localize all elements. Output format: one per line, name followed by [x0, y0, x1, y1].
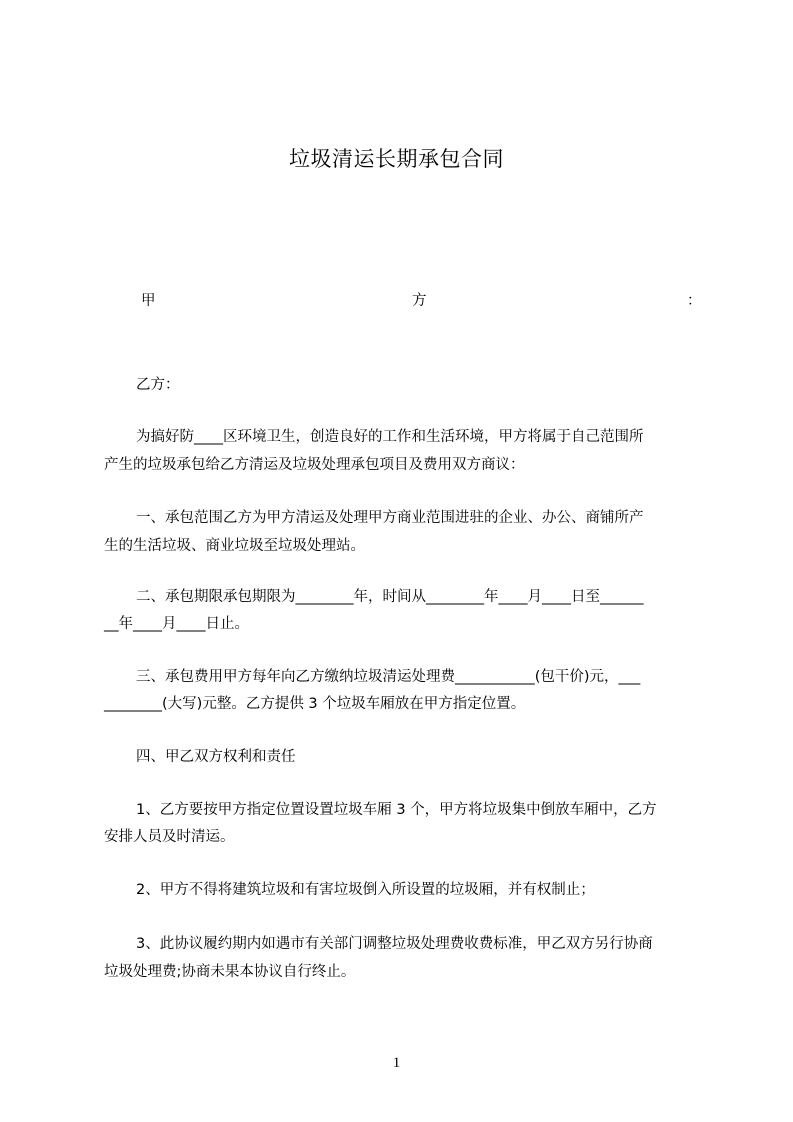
party-b-line: 乙方： — [136, 377, 180, 393]
clause-3-line-2: ________(大写)元整。乙方提供 3 个垃圾车厢放在甲方指定位置。 — [104, 696, 526, 712]
party-a-char-2: 方 — [412, 293, 427, 309]
item-2-line: 2、甲方不得将建筑垃圾和有害垃圾倒入所设置的垃圾厢，并有权制止； — [136, 882, 595, 898]
clause-3-line-1: 三、承包费用甲方每年向乙方缴纳垃圾清运处理费___________(包干价)元，___ — [136, 669, 641, 685]
party-a-colon: ： — [687, 293, 702, 309]
clause-1-line-1: 一、承包范围乙方为甲方清运及处理甲方商业范围进驻的企业、办公、商铺所产 — [136, 510, 644, 526]
clause-2-line-2: __年____月____日止。 — [104, 616, 249, 632]
preamble-line-2: 产生的垃圾承包给乙方清运及垃圾处理承包项目及费用双方商议： — [104, 457, 525, 473]
clause-2-line-1: 二、承包期限承包期限为________年，时间从________年____月____日至______ — [136, 589, 644, 605]
item-1-line-2: 安排人员及时清运。 — [104, 829, 235, 845]
preamble-line-1: 为搞好防____区环境卫生，创造良好的工作和生活环境，甲方将属于自己范围所 — [136, 429, 644, 445]
clause-4-heading: 四、甲乙双方权利和责任 — [136, 749, 296, 765]
page-number: 1 — [392, 1055, 401, 1071]
clause-1-line-2: 生的生活垃圾、商业垃圾至垃圾处理站。 — [104, 538, 365, 554]
item-1-line-1: 1、乙方要按甲方指定位置设置垃圾车厢 3 个，甲方将垃圾集中倒放车厢中，乙方 — [136, 802, 657, 818]
party-a-line — [141, 289, 702, 313]
item-3-line-2: 垃圾处理费;协商未果本协议自行终止。 — [104, 964, 356, 980]
item-3-line-1: 3、此协议履约期内如遇市有关部门调整垃圾处理费收费标准，甲乙双方另行协商 — [136, 936, 653, 952]
contract-title: 垃圾清运长期承包合同 — [289, 147, 504, 171]
party-a-char-1: 甲 — [141, 293, 156, 309]
